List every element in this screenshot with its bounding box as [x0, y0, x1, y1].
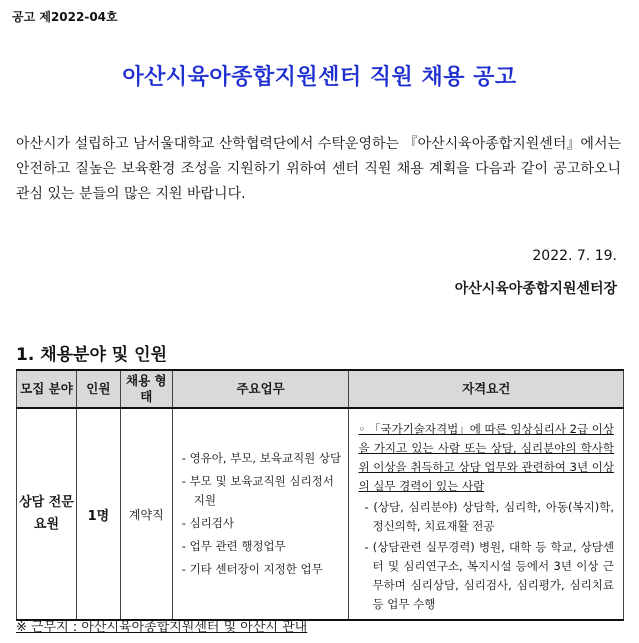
duty-item: - 영유아, 부모, 보육교직원 상담 [181, 451, 342, 465]
intro-paragraph: 아산시가 설립하고 남서울대학교 산학협력단에서 수탁운영하는 『아산시육아종합지원센터』에서는 안전하고 질높은 보육환경 조성을 지원하기 위하여 센터 직원 채용 계획을 다음과 같이 공고하오니 관심 있는 분들의 많은 지원 바랍니다. [16, 136, 621, 202]
workplace-footnote: ※ 근무지 : 아산시육아종합지원센터 및 아산시 관내 [16, 620, 308, 635]
header-qualifications: 자격요건 [349, 370, 624, 408]
header-count: 인원 [76, 370, 120, 408]
duty-item: - 심리검사 [181, 516, 235, 530]
header-duties: 주요업무 [172, 370, 349, 408]
issuer-name: 아산시육아종합지원센터장 [454, 281, 617, 297]
recruitment-table [16, 369, 624, 621]
cell-count: 1명 [76, 408, 120, 620]
cell-qualifications [349, 408, 624, 620]
qualification-main: ◦ 「국가기술자격법」에 따른 임상심리사 2급 이상을 가지고 있는 사람 또는 상담, 심리분야의 학사학위 이상을 취득하고 상담 업무와 관련하여 3년 이상의 실무 경력이 있는 사람 [358, 422, 614, 493]
duty-item: - 기타 센터장이 지정한 업무 [181, 562, 323, 576]
cell-field: 상담 전문요원 [17, 408, 77, 620]
qualification-sub-1: - (상담, 심리분야) 상담학, 심리학, 아동(복지)학, 정신의학, 치료재활 전공 [364, 500, 614, 533]
page-title: 아산시육아종합지원센터 직원 채용 공고 [122, 65, 517, 90]
qualification-sub-2: - (상담관련 실무경력) 병원, 대학 등 학교, 상담센터 및 심리연구소, 복지시설 등에서 3년 이상 근무하며 심리상담, 심리검사, 심리평가, 심리치료 등 업무 수행 [364, 540, 614, 611]
table-header-row [17, 370, 624, 408]
header-type: 채용 형태 [120, 370, 172, 408]
notice-number: 공고 제2022-04호 [12, 10, 118, 24]
cell-type: 계약직 [120, 408, 172, 620]
notice-date: 2022. 7. 19. [532, 248, 617, 264]
section-title: 1. 채용분야 및 인원 [16, 345, 167, 365]
header-field: 모집 분야 [17, 370, 77, 408]
duty-item: - 부모 및 보육교직원 심리정서 지원 [181, 474, 334, 507]
table-row [17, 408, 624, 620]
cell-duties [172, 408, 349, 620]
duty-item: - 업무 관련 행정업무 [181, 539, 286, 553]
